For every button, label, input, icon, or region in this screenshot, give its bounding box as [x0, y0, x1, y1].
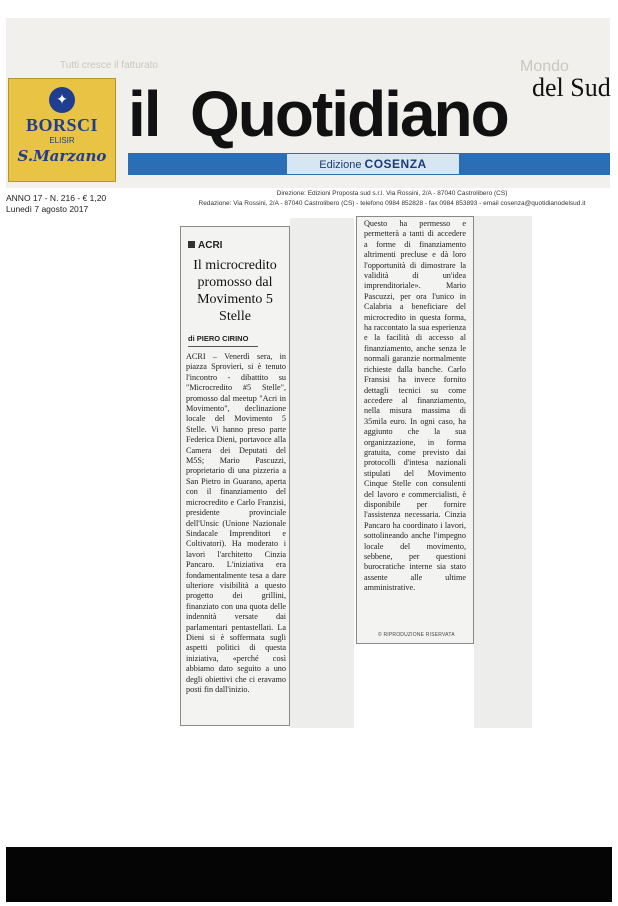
- logo-subtitle: ELISIR: [49, 136, 75, 145]
- kicker-text: ACRI: [198, 240, 223, 251]
- column-gutter: [290, 218, 354, 728]
- edition-label: [287, 154, 459, 174]
- masthead-title: Quotidiano: [190, 78, 508, 150]
- logo-brand: BORSCI: [25, 115, 99, 135]
- masthead-title-article: il: [128, 78, 160, 150]
- right-margin-shade: [474, 216, 532, 728]
- sponsor-logo: [8, 78, 116, 182]
- publisher-address: [172, 189, 612, 209]
- issue-number: ANNO 17 - N. 216 - € 1,20: [6, 193, 107, 203]
- article-byline: di PIERO CIRINO: [188, 334, 249, 343]
- address-direction: Direzione: Edizioni Proposta sud s.r.l. Via Rossini, 2/A - 87040 Castrolibero (CS): [276, 190, 508, 197]
- article-kicker: [188, 240, 222, 251]
- masthead-title-suffix: del Sud: [532, 73, 611, 102]
- issue-info: [6, 193, 106, 215]
- logo-script: S.Marzano: [17, 147, 107, 165]
- issue-date: Lunedì 7 agosto 2017: [6, 204, 89, 214]
- byline-rule: [188, 346, 258, 347]
- scan-border-bar: [6, 847, 612, 902]
- edition-prefix: Edizione: [319, 159, 362, 171]
- address-editorial: Redazione: Via Rossini, 2/A - 87040 Castrolibero (CS) - telefono 0984 852828 - fax 0984 853893 - email cosenza@quotidianodelsud.it: [198, 200, 586, 207]
- faded-headline-right: Mondo: [520, 58, 569, 75]
- faded-headline-left: Tutti cresce il fatturato: [60, 60, 158, 71]
- article-headline: Il microcredito promosso dal Movimento 5 Stelle: [193, 258, 277, 324]
- edition-city: COSENZA: [364, 157, 427, 171]
- square-bullet-icon: [188, 241, 195, 248]
- article-body-col1: ACRI – Venerdì sera, in piazza Sprovieri, si è tenuto l'incontro - dibattito su "Microcredito #5 Stelle", promosso dal meetup "Acri in Movimento", declinazione locale del Movimento 5 Stelle. Vi hanno preso parte Federica Dieni, portavoce alla Camera dei Deputati del M5S; Mario Pascuzzi, proprietario di una pizzeria a San Pietro in Guarano, aperta con il finanziamento del microcredito e Carlo Franzisi, presidente provinciale dell'Unsic (Unione Nazionale Sindacale Imprenditori e Coltivatori). Ha moderato i lavori l'architetto Cinzia Pancaro. L'iniziativa era fondamentalmente tesa a dare ulteriore visibilità a questo progetto dei grillini, finanziato con una quota delle indennità versate dai parlamentari pentastellati. La Dieni si è soffermata sugli aspetti politici di questa iniziativa, «perché così abbiamo dato seguito a uno degli obiettivi che ci eravamo posti fin dall'inizio.: [186, 352, 286, 694]
- copyright-notice: © RIPRODUZIONE RISERVATA: [378, 632, 455, 638]
- article-body-col2: Questo ha permesso e permetterà a tanti di accedere a forme di finanziamento altrimenti precluse e dà loro l'opportunità di dimostrare la validità di un'idea imprenditoriale». Mario Pascuzzi, per ora l'unico in Calabria a beneficiare del microcredito in questa forma, ha raccontato la sua esperienza e la facilità di accesso al finanziamento, anche senza le normali garanzie normalmente richieste dalla banche. Carlo Fransisi ha invece fornito dettagli tecnici su come accedere al finanziamento, nella misura massima di 35mila euro. In ogni caso, ha aggiunto che la sua organizzazione, in forma gratuita, come previsto dai protocolli d'intesa nazionali stipulati del Movimento Cinque Stelle con consulenti del lavoro e commercialisti, è disponibile per fornire l'assistenza necessaria. Cinzia Pancaro ha coordinato i lavori, sottolineando anche l'impegno locale del movimento, sebbene, per questioni burocratiche interne sia stato assente alle ultime amministrative.: [364, 219, 466, 593]
- crest-icon: ✦: [49, 87, 75, 113]
